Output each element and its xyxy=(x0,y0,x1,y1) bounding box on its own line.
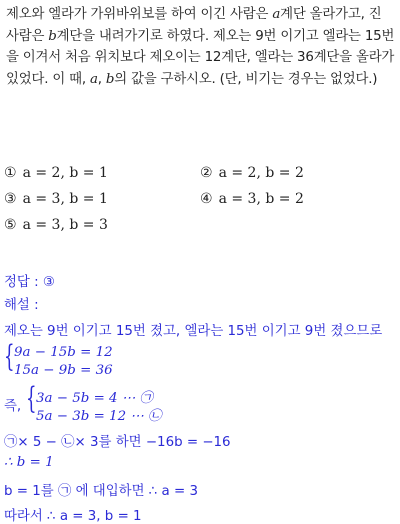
problem-text-part: 의 값을 구하시오. (단, 비기는 경우는 없었다.) xyxy=(114,71,378,87)
explanation-label: 해설 : xyxy=(4,298,39,313)
explanation-line: 제오는 9번 이기고 15번 졌고, 엘라는 15번 이기고 9번 졌으므로 xyxy=(4,324,383,339)
problem-text-part: 계단 올라가고, 진 사람은 xyxy=(6,7,382,44)
choice-1[interactable] xyxy=(4,165,108,181)
final-answer-line: 따라서 ∴ a = 3, b = 1 xyxy=(4,509,142,524)
choice-expression: a = 3, b = 1 xyxy=(22,191,108,207)
variable-b: b xyxy=(48,28,57,44)
choice-5[interactable] xyxy=(4,217,108,233)
choice-number: ⑤ xyxy=(4,217,17,233)
choice-number: ① xyxy=(4,165,17,181)
problem-text-part: , xyxy=(97,71,106,87)
system2-equation1: 3a − 5b = 4 ⋯ ㉠ xyxy=(36,391,153,406)
choice-expression: a = 2, b = 2 xyxy=(218,165,304,181)
substitution-line: b = 1를 ㉠ 에 대입하면 ∴ a = 3 xyxy=(4,484,199,499)
system1-equation1: 9a − 15b = 12 xyxy=(14,345,113,360)
problem-text-part: 계단을 내려가기로 하였다. 제오는 9번 이기고 엘라는 15번을 이겨서 처음 위치보다 제오이는 12계단, 엘라는 36계단을 올라가 있었다. 이 때, xyxy=(6,28,395,87)
choice-expression: a = 3, b = 3 xyxy=(22,217,108,233)
system-brace: { xyxy=(4,339,15,374)
choice-number: ② xyxy=(200,165,213,181)
variable-b: b xyxy=(105,71,115,87)
choice-expression: a = 2, b = 1 xyxy=(22,165,108,181)
choice-3[interactable] xyxy=(4,191,108,207)
choice-number: ④ xyxy=(200,191,213,207)
choice-2[interactable] xyxy=(200,165,304,181)
choice-4[interactable] xyxy=(200,191,304,207)
choice-number: ③ xyxy=(4,191,17,207)
variable-a: a xyxy=(89,71,98,87)
problem-text xyxy=(6,4,396,90)
result-b-line: ∴ b = 1 xyxy=(4,455,54,470)
answer-line: 정답 : ③ xyxy=(4,275,55,290)
choice-expression: a = 3, b = 2 xyxy=(218,191,304,207)
problem-text-part: 제오와 엘라가 가위바위보를 하여 이긴 사람은 xyxy=(6,7,273,22)
elimination-line: ㉠× 5 − ㉡× 3를 하면 −16b = −16 xyxy=(4,435,231,450)
system2-prefix: 즉, xyxy=(4,399,22,414)
system-brace: { xyxy=(26,381,37,416)
system1-equation2: 15a − 9b = 36 xyxy=(14,363,113,378)
system2-equation2: 5a − 3b = 12 ⋯ ㉡ xyxy=(36,409,162,424)
variable-a: a xyxy=(272,7,281,22)
